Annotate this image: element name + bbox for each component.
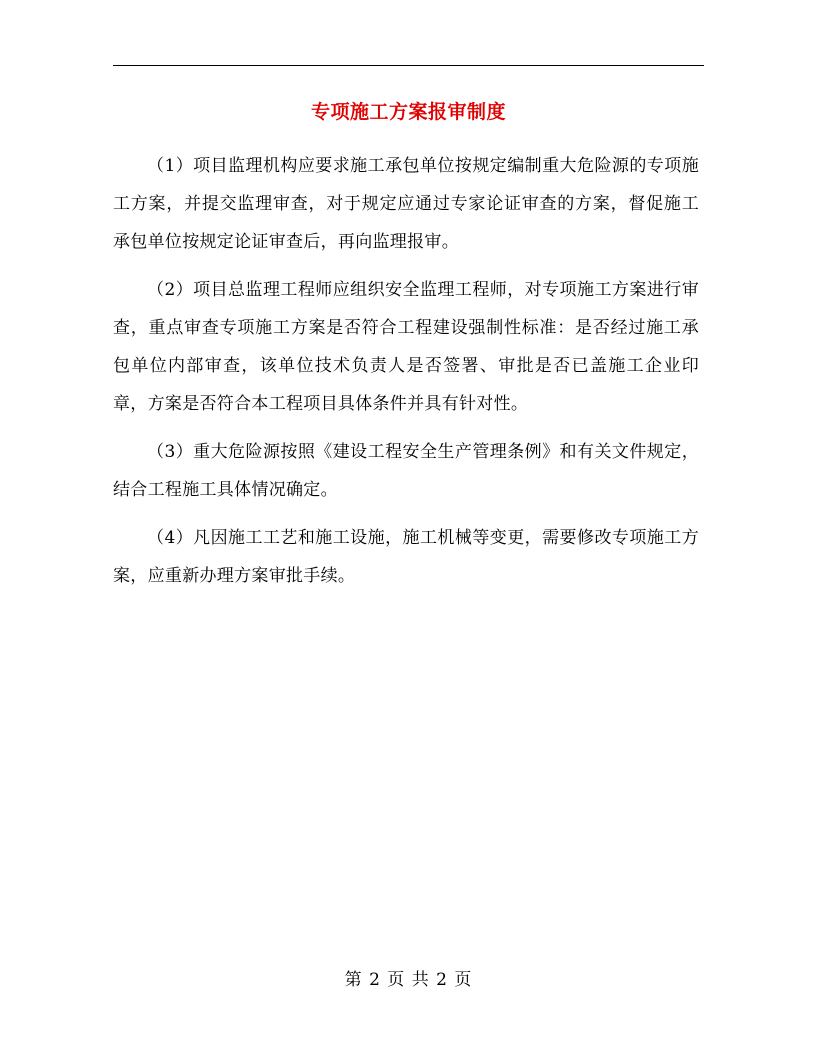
- paragraph-2: （2）项目总监理工程师应组织安全监理工程师，对专项施工方案进行审查，重点审查专项施工方案是否符合工程建设强制性标准：是否经过施工承包单位内部审查，该单位技术负责人是否签署、审批是否已盖施工企业印章，方案是否符合本工程项目具体条件并具有针对性。: [113, 280, 699, 414]
- document-title: 专项施工方案报审制度: [310, 101, 506, 123]
- paragraph-3: （3）重大危险源按照《建设工程安全生产管理条例》和有关文件规定，结合工程施工具体情况确定。: [113, 442, 699, 500]
- page-footer: 第 2 页 共 2 页: [344, 970, 473, 990]
- paragraph-1: （1）项目监理机构应要求施工承包单位按规定编制重大危险源的专项施工方案，并提交监理审查，对于规定应通过专家论证审查的方案，督促施工承包单位按规定论证审查后，再向监理报审。: [113, 156, 699, 252]
- paragraph-4: （4）凡因施工工艺和施工设施，施工机械等变更，需要修改专项施工方案，应重新办理方案审批手续。: [113, 528, 699, 586]
- header-rule: [113, 65, 704, 66]
